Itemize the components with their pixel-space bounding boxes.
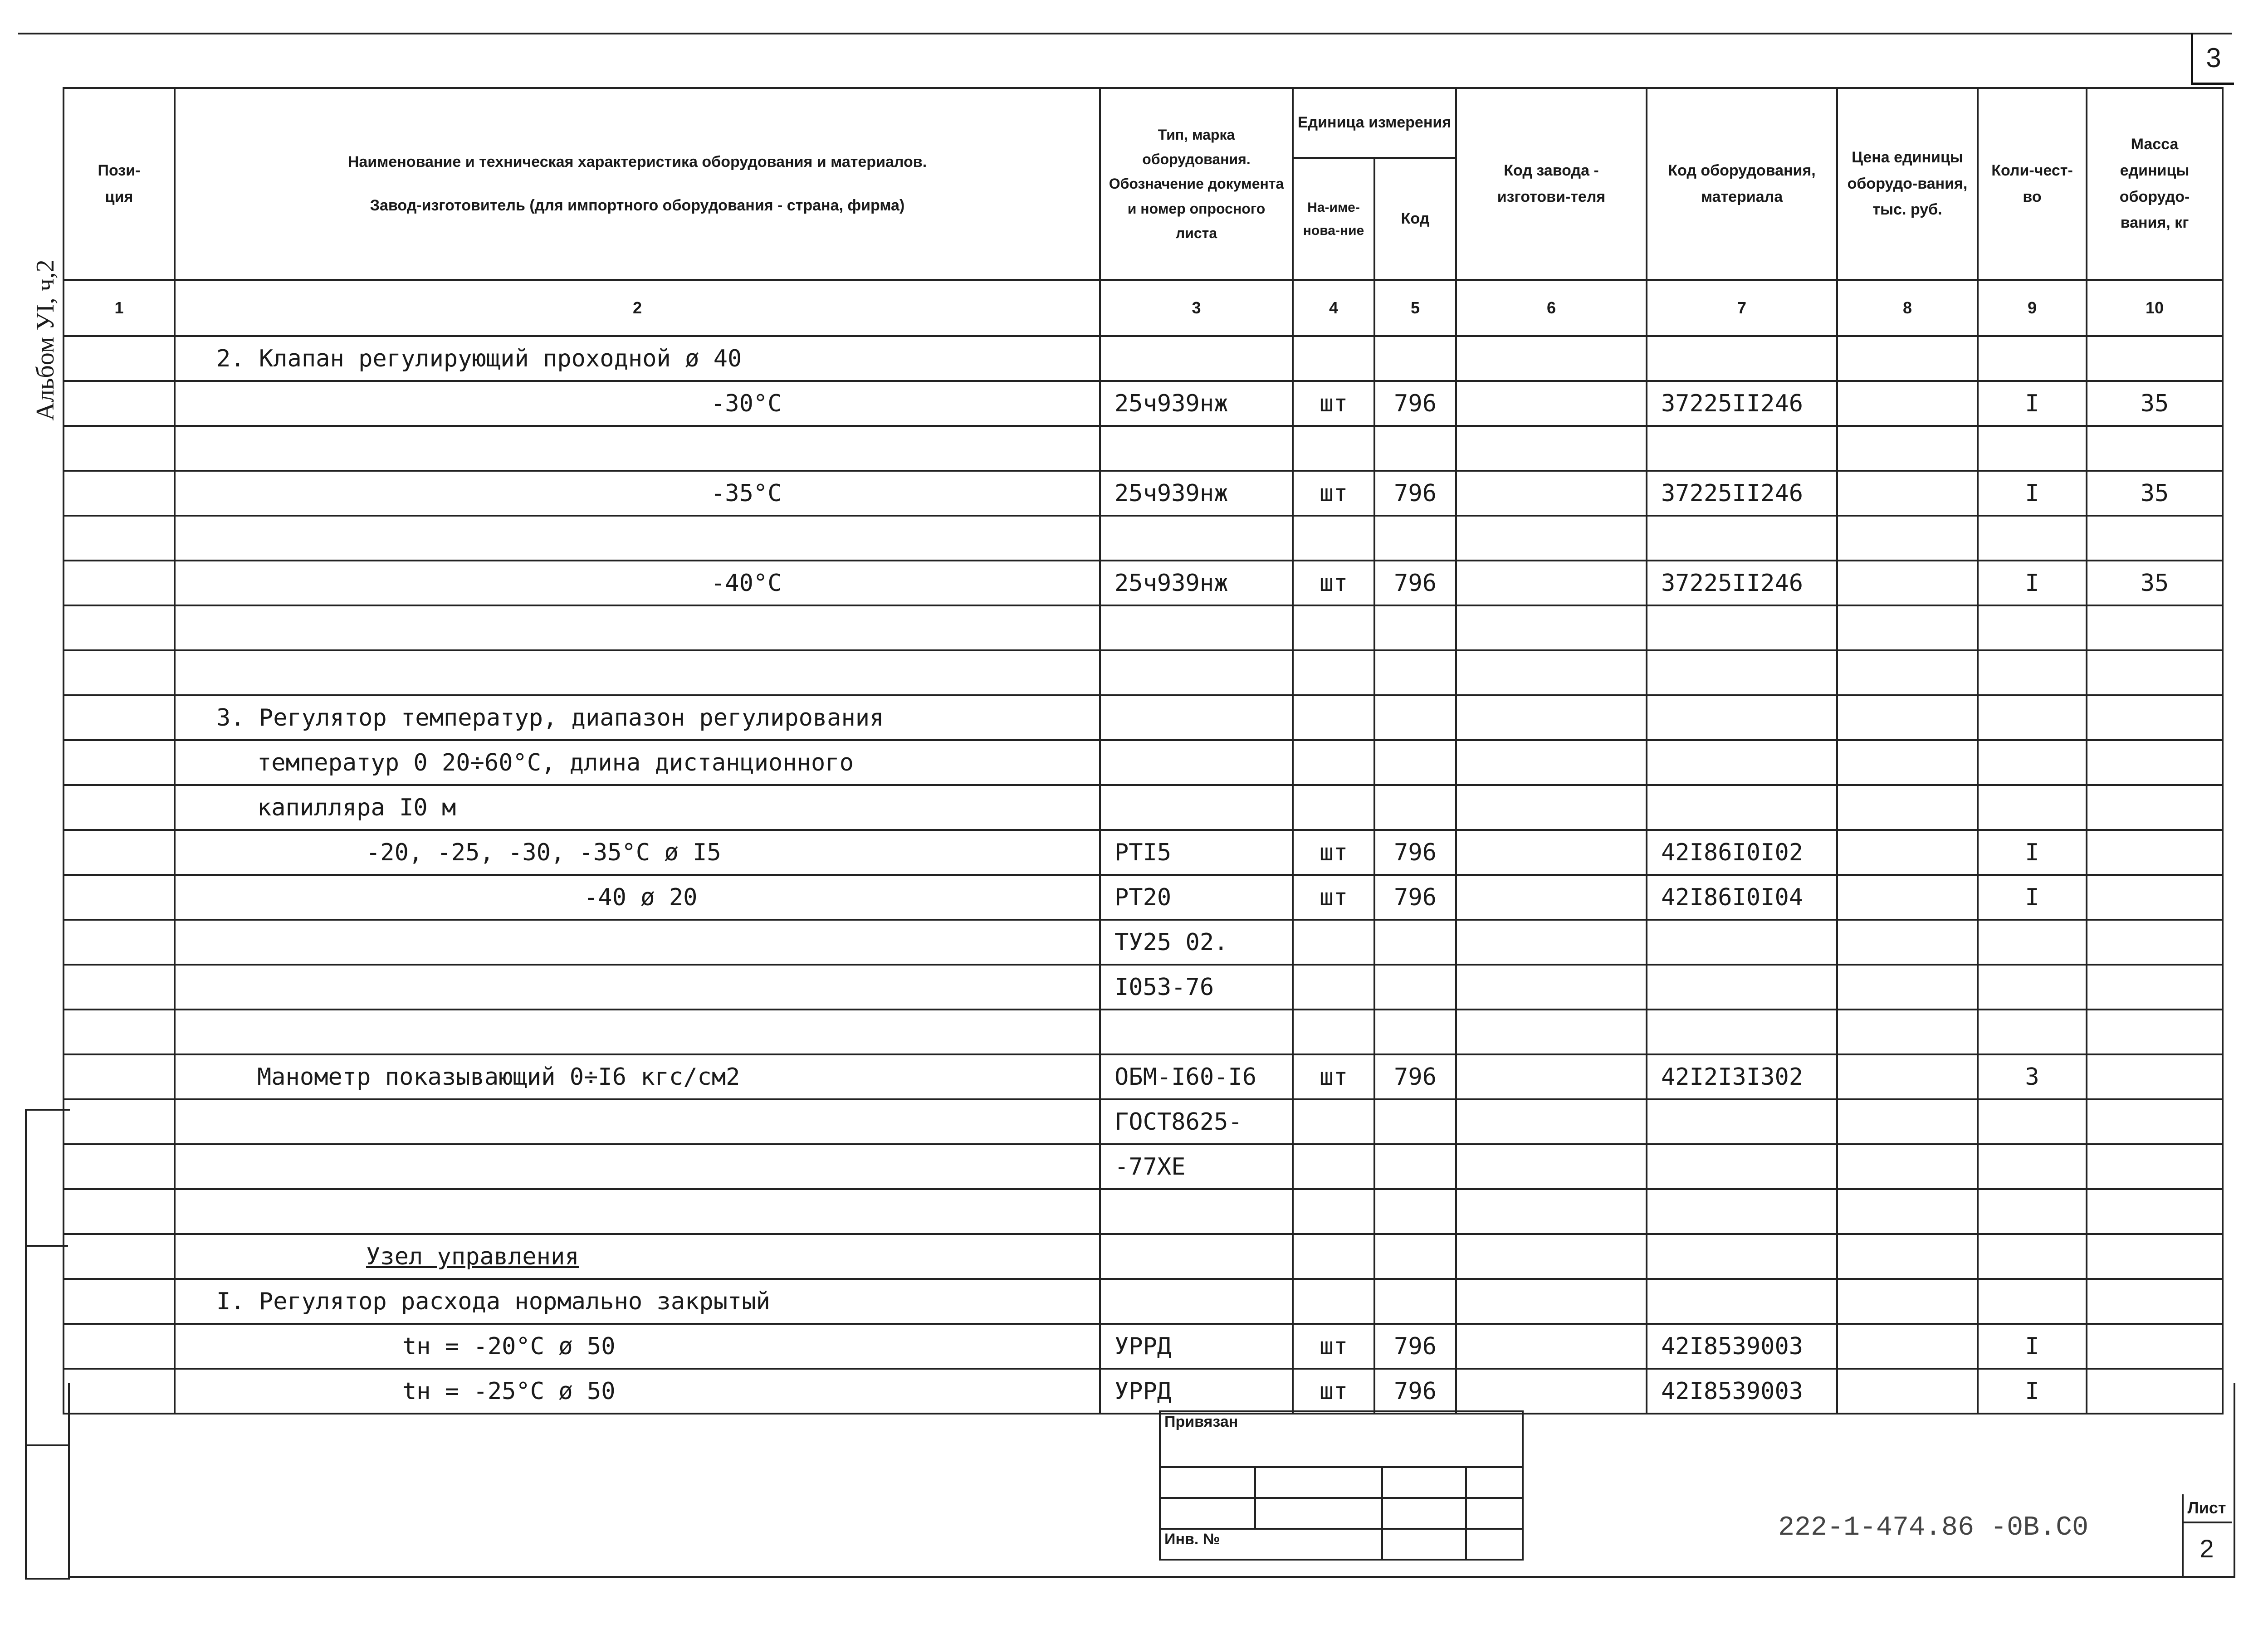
price-cell	[1837, 785, 1978, 830]
unit-code-cell	[1374, 1099, 1456, 1144]
quantity-cell	[1978, 605, 2087, 650]
type-cell: PTI5	[1100, 830, 1293, 875]
quantity-cell: I	[1978, 830, 2087, 875]
mass-cell	[2087, 1234, 2223, 1279]
quantity-cell: I	[1978, 1369, 2087, 1414]
mass-cell	[2087, 1099, 2223, 1144]
price-cell	[1837, 875, 1978, 920]
unit-code-cell: 796	[1374, 830, 1456, 875]
price-cell	[1837, 426, 1978, 471]
quantity-cell: I	[1978, 561, 2087, 605]
name-cell	[175, 1144, 1100, 1189]
factory-code-cell	[1456, 336, 1647, 381]
col-num: 5	[1374, 280, 1456, 336]
header-type: Тип, марка оборудования. Обозначение документа и номер опросного листа	[1100, 88, 1293, 280]
unit-cell	[1293, 1279, 1374, 1324]
factory-code-cell	[1456, 1144, 1647, 1189]
price-cell	[1837, 1324, 1978, 1369]
unit-cell	[1293, 740, 1374, 785]
mass-cell	[2087, 1189, 2223, 1234]
unit-code-cell	[1374, 740, 1456, 785]
equipment-code-cell	[1647, 1144, 1837, 1189]
column-number-row	[64, 280, 2223, 336]
sheet-label: Лист	[2182, 1494, 2232, 1523]
mass-cell	[2087, 1279, 2223, 1324]
position-cell	[64, 336, 175, 381]
position-cell	[64, 785, 175, 830]
position-cell	[64, 516, 175, 561]
mass-cell	[2087, 875, 2223, 920]
table-row	[64, 740, 2223, 785]
name-cell	[175, 1099, 1100, 1144]
position-cell	[64, 1189, 175, 1234]
quantity-cell	[1978, 1234, 2087, 1279]
unit-code-cell	[1374, 336, 1456, 381]
sheet-number: 2	[2200, 1534, 2214, 1563]
stamp-inventory: Инв. №	[1160, 1529, 1382, 1560]
equipment-code-cell: 42I8539003	[1647, 1369, 1837, 1414]
table-row	[64, 336, 2223, 381]
equipment-code-cell: 42I86I0I04	[1647, 875, 1837, 920]
factory-code-cell	[1456, 1234, 1647, 1279]
equipment-code-cell	[1647, 1234, 1837, 1279]
specification-table	[63, 87, 2224, 1415]
type-cell: -77ХЕ	[1100, 1144, 1293, 1189]
unit-cell	[1293, 1010, 1374, 1054]
name-cell	[175, 650, 1100, 695]
name-cell	[175, 1189, 1100, 1234]
name-cell	[175, 1010, 1100, 1054]
mass-cell	[2087, 1054, 2223, 1099]
unit-code-cell	[1374, 785, 1456, 830]
name-cell: tн = -25°С ø 50	[175, 1369, 1100, 1414]
type-cell: 25ч939нж	[1100, 471, 1293, 516]
mass-cell: 35	[2087, 561, 2223, 605]
unit-cell	[1293, 695, 1374, 740]
col-num: 3	[1100, 280, 1293, 336]
type-cell	[1100, 516, 1293, 561]
page-number: 3	[2191, 33, 2234, 85]
equipment-code-cell: 37225II246	[1647, 471, 1837, 516]
equipment-code-cell	[1647, 920, 1837, 965]
equipment-code-cell: 37225II246	[1647, 381, 1837, 426]
price-cell	[1837, 381, 1978, 426]
top-rule	[18, 33, 2232, 34]
table-row	[64, 1099, 2223, 1144]
price-cell	[1837, 1010, 1978, 1054]
name-cell	[175, 426, 1100, 471]
price-cell	[1837, 1234, 1978, 1279]
quantity-cell: I	[1978, 875, 2087, 920]
factory-code-cell	[1456, 1324, 1647, 1369]
unit-cell	[1293, 426, 1374, 471]
position-cell	[64, 1099, 175, 1144]
quantity-cell	[1978, 426, 2087, 471]
type-cell	[1100, 740, 1293, 785]
price-cell	[1837, 1279, 1978, 1324]
unit-cell: шт	[1293, 1324, 1374, 1369]
position-cell	[64, 1144, 175, 1189]
position-cell	[64, 426, 175, 471]
position-cell	[64, 1010, 175, 1054]
unit-code-cell	[1374, 1010, 1456, 1054]
table-row	[64, 920, 2223, 965]
position-cell	[64, 965, 175, 1010]
equipment-code-cell	[1647, 1010, 1837, 1054]
unit-code-cell	[1374, 695, 1456, 740]
position-cell	[64, 381, 175, 426]
mass-cell	[2087, 965, 2223, 1010]
name-cell: 3. Регулятор температур, диапазон регулирования	[175, 695, 1100, 740]
price-cell	[1837, 561, 1978, 605]
price-cell	[1837, 920, 1978, 965]
price-cell	[1837, 1189, 1978, 1234]
table-row	[64, 1010, 2223, 1054]
name-cell: Узел управления	[175, 1234, 1100, 1279]
type-cell: ГОСТ8625-	[1100, 1099, 1293, 1144]
type-cell	[1100, 426, 1293, 471]
unit-cell: шт	[1293, 471, 1374, 516]
mass-cell	[2087, 1010, 2223, 1054]
type-cell: УРРД	[1100, 1369, 1293, 1414]
type-cell	[1100, 1234, 1293, 1279]
price-cell	[1837, 1144, 1978, 1189]
factory-code-cell	[1456, 920, 1647, 965]
col-num: 7	[1647, 280, 1837, 336]
factory-code-cell	[1456, 1010, 1647, 1054]
factory-code-cell	[1456, 471, 1647, 516]
header-factory-code: Код завода - изготови-теля	[1456, 88, 1647, 280]
equipment-code-cell	[1647, 965, 1837, 1010]
name-cell: Манометр показывающий 0÷I6 кгс/см2	[175, 1054, 1100, 1099]
position-cell	[64, 471, 175, 516]
equipment-code-cell: 42I2I3I302	[1647, 1054, 1837, 1099]
table-row	[64, 1234, 2223, 1279]
price-cell	[1837, 965, 1978, 1010]
album-label-text: Альбом УI, ч,2	[31, 259, 59, 421]
name-cell: температур 0 20÷60°С, длина дистанционного	[175, 740, 1100, 785]
price-cell	[1837, 1054, 1978, 1099]
type-cell: I053-76	[1100, 965, 1293, 1010]
quantity-cell: I	[1978, 381, 2087, 426]
unit-cell: шт	[1293, 875, 1374, 920]
name-cell: -20, -25, -30, -35°С ø I5	[175, 830, 1100, 875]
type-cell: УРРД	[1100, 1324, 1293, 1369]
unit-cell: шт	[1293, 1369, 1374, 1414]
equipment-code-cell: 42I86I0I02	[1647, 830, 1837, 875]
mass-cell	[2087, 830, 2223, 875]
factory-code-cell	[1456, 740, 1647, 785]
type-cell: ТУ25 02.	[1100, 920, 1293, 965]
header-unit-name: На-име-нова-ние	[1293, 158, 1374, 280]
unit-code-cell	[1374, 1234, 1456, 1279]
stamp-linked: Привязан	[1160, 1411, 1523, 1467]
table-row	[64, 605, 2223, 650]
quantity-cell	[1978, 920, 2087, 965]
unit-cell: шт	[1293, 381, 1374, 426]
unit-code-cell	[1374, 965, 1456, 1010]
position-cell	[64, 650, 175, 695]
type-cell	[1100, 650, 1293, 695]
unit-cell	[1293, 1144, 1374, 1189]
factory-code-cell	[1456, 605, 1647, 650]
equipment-code-cell	[1647, 516, 1837, 561]
mass-cell: 35	[2087, 381, 2223, 426]
table-row	[64, 830, 2223, 875]
unit-code-cell	[1374, 1144, 1456, 1189]
type-cell	[1100, 336, 1293, 381]
quantity-cell	[1978, 516, 2087, 561]
factory-code-cell	[1456, 785, 1647, 830]
equipment-code-cell	[1647, 695, 1837, 740]
factory-code-cell	[1456, 1054, 1647, 1099]
equipment-code-cell	[1647, 650, 1837, 695]
col-num: 9	[1978, 280, 2087, 336]
header-quantity: Коли-чест-во	[1978, 88, 2087, 280]
quantity-cell	[1978, 1010, 2087, 1054]
position-cell	[64, 1054, 175, 1099]
unit-code-cell	[1374, 605, 1456, 650]
table-row	[64, 561, 2223, 605]
quantity-cell: I	[1978, 471, 2087, 516]
price-cell	[1837, 336, 1978, 381]
position-cell	[64, 740, 175, 785]
quantity-cell	[1978, 1189, 2087, 1234]
factory-code-cell	[1456, 1279, 1647, 1324]
factory-code-cell	[1456, 650, 1647, 695]
unit-code-cell: 796	[1374, 1369, 1456, 1414]
table-row	[64, 471, 2223, 516]
unit-code-cell	[1374, 1279, 1456, 1324]
factory-code-cell	[1456, 426, 1647, 471]
position-cell	[64, 605, 175, 650]
quantity-cell	[1978, 740, 2087, 785]
unit-code-cell	[1374, 1189, 1456, 1234]
header-unit-code: Код	[1374, 158, 1456, 280]
unit-code-cell: 796	[1374, 1054, 1456, 1099]
name-cell: -30°С	[175, 381, 1100, 426]
equipment-code-cell	[1647, 1279, 1837, 1324]
unit-cell	[1293, 785, 1374, 830]
unit-code-cell: 796	[1374, 875, 1456, 920]
title-block-frame	[68, 1383, 2235, 1578]
mass-cell: 35	[2087, 471, 2223, 516]
approval-stamp	[1159, 1410, 1524, 1561]
price-cell	[1837, 740, 1978, 785]
left-margin-box	[25, 1109, 70, 1580]
equipment-code-cell	[1647, 1189, 1837, 1234]
type-cell	[1100, 605, 1293, 650]
col-num: 2	[175, 280, 1100, 336]
name-cell: капилляра I0 м	[175, 785, 1100, 830]
factory-code-cell	[1456, 1189, 1647, 1234]
document-code: 222-1-474.86 -0В.С0	[1778, 1512, 2089, 1543]
unit-code-cell	[1374, 920, 1456, 965]
position-cell	[64, 830, 175, 875]
left-margin-divider	[25, 1444, 68, 1446]
unit-cell: шт	[1293, 830, 1374, 875]
type-cell	[1100, 785, 1293, 830]
name-cell: -35°С	[175, 471, 1100, 516]
position-cell	[64, 1324, 175, 1369]
left-margin-divider	[25, 1245, 68, 1247]
header-equipment-code: Код оборудования, материала	[1647, 88, 1837, 280]
quantity-cell	[1978, 1144, 2087, 1189]
col-num: 6	[1456, 280, 1647, 336]
equipment-code-cell	[1647, 1099, 1837, 1144]
mass-cell	[2087, 695, 2223, 740]
mass-cell	[2087, 650, 2223, 695]
table-row	[64, 516, 2223, 561]
quantity-cell	[1978, 965, 2087, 1010]
factory-code-cell	[1456, 1099, 1647, 1144]
equipment-code-cell	[1647, 740, 1837, 785]
type-cell: PT20	[1100, 875, 1293, 920]
unit-code-cell	[1374, 516, 1456, 561]
position-cell	[64, 695, 175, 740]
name-cell: I. Регулятор расхода нормально закрытый	[175, 1279, 1100, 1324]
type-cell	[1100, 695, 1293, 740]
unit-cell	[1293, 965, 1374, 1010]
header-mass: Масса единицы оборудо-вания, кг	[2087, 88, 2223, 280]
unit-code-cell: 796	[1374, 561, 1456, 605]
mass-cell	[2087, 605, 2223, 650]
table-row	[64, 1144, 2223, 1189]
mass-cell	[2087, 785, 2223, 830]
type-cell	[1100, 1189, 1293, 1234]
table-row	[64, 1279, 2223, 1324]
factory-code-cell	[1456, 561, 1647, 605]
position-cell	[64, 1279, 175, 1324]
table-row	[64, 1324, 2223, 1369]
mass-cell	[2087, 516, 2223, 561]
unit-code-cell	[1374, 426, 1456, 471]
equipment-code-cell	[1647, 605, 1837, 650]
header-name: Наименование и техническая характеристика оборудования и материалов. Завод-изготовитель (для импортного оборудования - страна, фирма)	[175, 88, 1100, 280]
table-row	[64, 875, 2223, 920]
unit-cell	[1293, 336, 1374, 381]
type-cell: 25ч939нж	[1100, 381, 1293, 426]
mass-cell	[2087, 740, 2223, 785]
unit-cell	[1293, 920, 1374, 965]
col-num: 4	[1293, 280, 1374, 336]
name-cell	[175, 605, 1100, 650]
factory-code-cell	[1456, 516, 1647, 561]
unit-cell: шт	[1293, 561, 1374, 605]
unit-code-cell: 796	[1374, 1324, 1456, 1369]
factory-code-cell	[1456, 965, 1647, 1010]
name-cell: tн = -20°С ø 50	[175, 1324, 1100, 1369]
price-cell	[1837, 830, 1978, 875]
type-cell: ОБМ-I60-I6	[1100, 1054, 1293, 1099]
unit-code-cell: 796	[1374, 381, 1456, 426]
quantity-cell: I	[1978, 1324, 2087, 1369]
name-cell	[175, 965, 1100, 1010]
type-cell	[1100, 1279, 1293, 1324]
mass-cell	[2087, 426, 2223, 471]
unit-cell: шт	[1293, 1054, 1374, 1099]
quantity-cell: 3	[1978, 1054, 2087, 1099]
equipment-code-cell	[1647, 426, 1837, 471]
name-cell	[175, 920, 1100, 965]
factory-code-cell	[1456, 381, 1647, 426]
quantity-cell	[1978, 650, 2087, 695]
quantity-cell	[1978, 1279, 2087, 1324]
mass-cell	[2087, 1144, 2223, 1189]
header-unit: Единица измерения	[1293, 88, 1456, 158]
table-row	[64, 965, 2223, 1010]
unit-code-cell	[1374, 650, 1456, 695]
mass-cell	[2087, 920, 2223, 965]
position-cell	[64, 875, 175, 920]
price-cell	[1837, 650, 1978, 695]
col-num: 1	[64, 280, 175, 336]
name-cell: -40 ø 20	[175, 875, 1100, 920]
quantity-cell	[1978, 785, 2087, 830]
price-cell	[1837, 605, 1978, 650]
table-row	[64, 785, 2223, 830]
table-row	[64, 426, 2223, 471]
table-row	[64, 695, 2223, 740]
table-row	[64, 1054, 2223, 1099]
unit-cell	[1293, 650, 1374, 695]
position-cell	[64, 561, 175, 605]
factory-code-cell	[1456, 875, 1647, 920]
equipment-code-cell	[1647, 785, 1837, 830]
position-cell	[64, 1234, 175, 1279]
unit-cell	[1293, 1099, 1374, 1144]
name-cell: -40°С	[175, 561, 1100, 605]
header-position: Пози- ция	[64, 88, 175, 280]
name-cell	[175, 516, 1100, 561]
price-cell	[1837, 471, 1978, 516]
unit-cell	[1293, 516, 1374, 561]
quantity-cell	[1978, 336, 2087, 381]
table-row	[64, 650, 2223, 695]
table-row	[64, 1189, 2223, 1234]
price-cell	[1837, 695, 1978, 740]
unit-cell	[1293, 1234, 1374, 1279]
type-cell: 25ч939нж	[1100, 561, 1293, 605]
type-cell	[1100, 1010, 1293, 1054]
mass-cell	[2087, 336, 2223, 381]
col-num: 8	[1837, 280, 1978, 336]
unit-cell	[1293, 1189, 1374, 1234]
name-cell: 2. Клапан регулирующий проходной ø 40	[175, 336, 1100, 381]
unit-code-cell: 796	[1374, 471, 1456, 516]
equipment-code-cell: 37225II246	[1647, 561, 1837, 605]
position-cell	[64, 920, 175, 965]
table-row	[64, 381, 2223, 426]
header-price: Цена единицы оборудо-вания, тыс. руб.	[1837, 88, 1978, 280]
mass-cell	[2087, 1324, 2223, 1369]
factory-code-cell	[1456, 830, 1647, 875]
quantity-cell	[1978, 1099, 2087, 1144]
col-num: 10	[2087, 280, 2223, 336]
equipment-code-cell: 42I8539003	[1647, 1324, 1837, 1369]
price-cell	[1837, 1099, 1978, 1144]
factory-code-cell	[1456, 695, 1647, 740]
equipment-code-cell	[1647, 336, 1837, 381]
quantity-cell	[1978, 695, 2087, 740]
price-cell	[1837, 516, 1978, 561]
unit-cell	[1293, 605, 1374, 650]
